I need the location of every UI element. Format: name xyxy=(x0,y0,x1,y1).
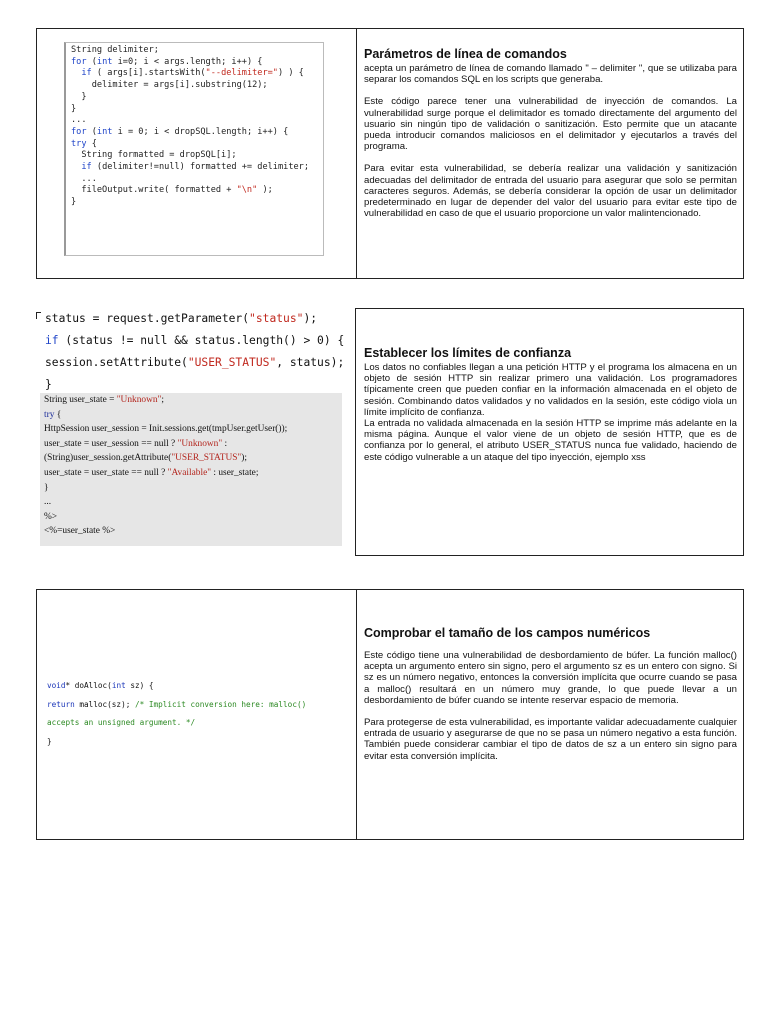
code-line: try { xyxy=(71,138,97,149)
code-line: accepts an unsigned argument. */ xyxy=(47,718,196,727)
code-snippet-delimiter xyxy=(64,42,324,256)
explanation-column xyxy=(364,346,737,463)
code-line: } xyxy=(71,91,87,102)
code-line: for (int i = 0; i < dropSQL.length; i++) { xyxy=(71,126,289,137)
code-line: if ( args[i].startsWith("--delimiter=") ) { xyxy=(81,68,304,79)
paragraph: Para protegerse de esta vulnerabilidad, es importante validar adecuadamente cualquier entrada de usuario y asegurarse de que no se pasa un número negativo a esta función. También puede considerar cambiar el tipo de datos de sz a un entero sin signo para evitar esta conversión implícita. xyxy=(364,717,737,762)
code-line: try { xyxy=(44,409,62,420)
code-line: %> xyxy=(44,511,58,522)
code-line: String delimiter; xyxy=(71,45,159,55)
code-line: } xyxy=(47,736,52,746)
paragraph: Este código tiene una vulnerabilidad de desbordamiento de búfer. La función malloc() acepta un argumento entero sin signo, pero el argumento sz es un entero con signo. Si sz es un número negativo, entonces la conversión implícita que ocurre cuando se pasa a malloc() resultará en un número muy grande, lo que puede llevar a un desbordamiento de búfer cuando se intente reservar espacio de memoria. xyxy=(364,650,737,706)
paragraph: La entrada no validada almacenada en la sesión HTTP se imprime más adelante en la misma página. Aunque el valor viene de un objeto de sesión HTTP, que es de confianza por lo general, el atributo USER_STATUS nunca fue validado, haciendo de este código vulnerable a un ataque del tipo inyección, ejemplo xss xyxy=(364,418,737,463)
code-line: if (delimiter!=null) formatted += delimiter; xyxy=(81,162,310,173)
code-line: fileOutput.write( formatted + "\n" ); xyxy=(71,185,273,196)
code-line: void* doAlloc(int sz) { xyxy=(47,681,154,690)
code-snippet-session-set xyxy=(45,308,355,396)
code-line: } xyxy=(71,103,77,114)
paragraph: acepta un parámetro de línea de comando llamado " – delimiter ", que se utilizaba para separar los comandos SQL en los scripts que generaba. xyxy=(364,63,737,86)
paragraph: Los datos no confiables llegan a una petición HTTP y el programa los almacena en un objeto de sesión HTTP sin realizar primero una validación. Los programadores típicamente creen que pueden confiar en la información almacenada en el objeto de sesión. Combinando datos validados y no validados en la sesión, este código viola un límite implícito de confianza. xyxy=(364,362,737,418)
code-line: } xyxy=(44,482,49,493)
code-line: (String)user_session.getAttribute("USER_STATUS"); xyxy=(44,453,247,464)
code-line: status = request.getParameter("status"); xyxy=(45,312,318,325)
section-command-line-params xyxy=(36,28,744,279)
code-line: return malloc(sz); /* Implicit conversion here: malloc() xyxy=(47,699,307,709)
section-title: Comprobar el tamaño de los campos numéricos xyxy=(364,626,651,640)
column-divider xyxy=(356,590,357,839)
code-line: <%=user_state %> xyxy=(44,526,116,537)
paragraph: Este código parece tener una vulnerabilidad de inyección de comandos. La vulnerabilidad surge porque el delimitador es tomado directamente del argumento del usuario sin ningún tipo de validación o sanitización. Esto permite que un atacante pueda introducir comandos maliciosos en el delimitador y ejecutarlos a través del programa. xyxy=(364,96,737,153)
code-line: if (status != null && status.length() > 0) { xyxy=(45,334,345,347)
code-line: ... xyxy=(44,497,52,508)
code-line: String user_state = "Unknown"; xyxy=(44,395,164,405)
section-title: Establecer los límites de confianza xyxy=(364,346,572,360)
code-line: user_state = user_state == null ? "Available" : user_state; xyxy=(44,467,259,478)
code-line: HttpSession user_session = Init.sessions.get(tmpUser.getUser()); xyxy=(44,424,288,435)
paragraph: Para evitar esta vulnerabilidad, se debería realizar una validación y sanitización adecuadas del delimitador de entrada del usuario para asegurar que solo se permitan caracteres seguros. Además, se debería considerar la opción de usar un delimitador predeterminado en lugar de depender del valor del usuario para evitar este tipo de vulnerabilidad en caso de que el usuario proporcione un valor malintencionado. xyxy=(364,163,737,220)
explanation-column xyxy=(364,47,737,219)
section-trust-boundaries xyxy=(355,308,744,556)
explanation-column xyxy=(364,626,737,762)
code-line: String formatted = dropSQL[i]; xyxy=(71,150,237,161)
code-line: for (int i=0; i < args.length; i++) { xyxy=(71,56,263,67)
code-line: ... xyxy=(71,115,87,126)
section-title: Parámetros de línea de comandos xyxy=(364,47,567,61)
code-line: ... xyxy=(71,173,97,184)
code-line: delimiter = args[i].substring(12); xyxy=(71,80,268,91)
code-line: } xyxy=(71,197,77,208)
code-line: session.setAttribute("USER_STATUS", status); xyxy=(45,356,345,369)
code-line: } xyxy=(45,378,52,391)
section-numeric-field-size xyxy=(36,589,744,840)
code-snippet-doalloc xyxy=(47,677,352,751)
code-snippet-session-get xyxy=(40,393,342,546)
column-divider xyxy=(356,29,357,278)
code-line: user_state = user_session == null ? "Unknown" : xyxy=(44,438,228,449)
bracket-mark xyxy=(36,312,41,319)
